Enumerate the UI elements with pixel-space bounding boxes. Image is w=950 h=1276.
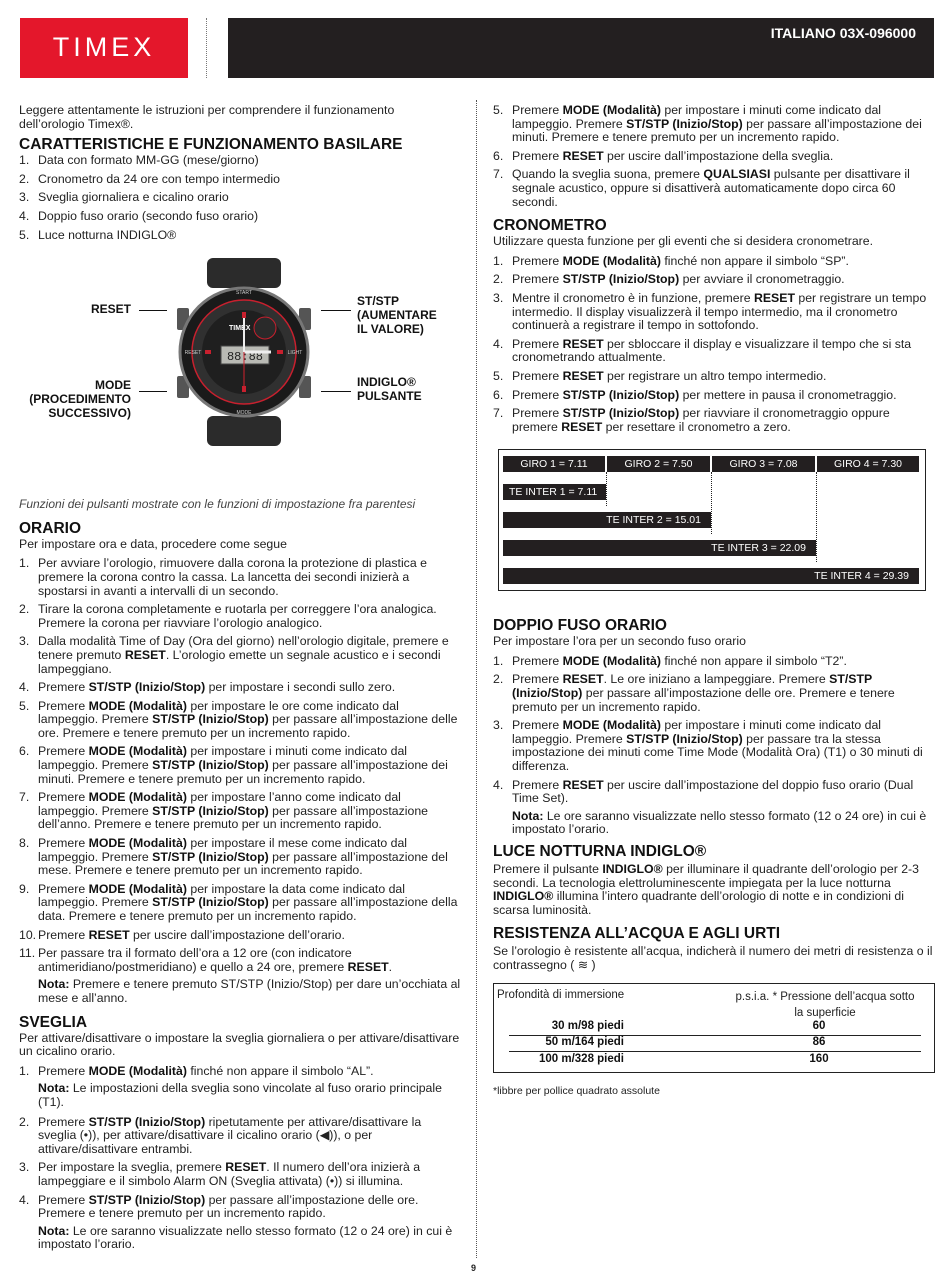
lap-divider [606,472,607,506]
sveglia-note-4: Nota: Le ore saranno visualizzate nello stesso formato (12 o 24 ore) in cui è impostato l’orario. [38,1223,453,1252]
watch-strap-bottom [207,416,281,446]
watch-strap-top [207,258,281,288]
doppio-list [493,655,935,806]
lap-divider [711,472,712,534]
list-item: 7. Premere MODE (Modalità) per impostare l’anno come indicato dal lampeggio. Premere ST/STP (Inizio/Stop) per passare all’impostazione dell’anno. Premere e tenere premuto per un incremento rapido. [19,790,429,832]
list-item: 8. Premere MODE (Modalità) per impostare il mese come indicato dal lampeggio. Premere ST/STP (Inizio/Stop) per passare all’impostazione del mese. Premere e tenere premuto per un incremento rapido. [19,836,448,878]
list-item: 2. Premere ST/STP (Inizio/Stop) per avviare il cronometraggio. [493,272,845,287]
mode-callout: MODE (PROCEDIMENTO SUCCESSIVO) [29,378,131,421]
list-item: 10. Premere RESET per uscire dall’impostazione dell’orario. [19,927,345,942]
reset-callout: RESET [91,302,132,317]
language-code-label: ITALIANO 03X-096000 [770,25,916,41]
table-footnote: *libbre per pollice quadrato assolute [493,1084,660,1097]
dial-label-start: START [236,290,252,297]
resistenza-title: RESISTENZA ALL’ACQUA E AGLI URTI [493,925,781,943]
cronometro-title: CRONOMETRO [493,217,607,235]
list-item: 5. Premere MODE (Modalità) per impostare le ore come indicato dal lampeggio. Premere ST/STP (Inizio/Stop) per passare all’impostazione delle ore. Premere e tenere premuto per un incremento rapido. [19,698,458,740]
list-item: 11. Per passare tra il formato dell’ora a 12 ore (con indicatore antimeridiano/postmeridiano) e quello a 24 ore, premere RESET. [19,946,393,974]
doppio-title: DOPPIO FUSO ORARIO [493,617,667,635]
watch-diagram [19,258,461,486]
list-item: 7. Premere ST/STP (Inizio/Stop) per riavviare il cronometraggio oppure premere RESET per resettare il cronometro a zero. [493,406,890,434]
lap-split-chart [498,449,926,591]
list-item: 1. Premere MODE (Modalità) finché non appare il simbolo “SP”. [493,253,849,268]
list-item: 4. Premere RESET per sbloccare il display e visualizzare il tempo che si sta cronometrando attualmente. [493,336,912,365]
list-item: 2. Premere ST/STP (Inizio/Stop) ripetutamente per attivare/disattivare la sveglia (•)), per attivare/disattivare il cicalino orario (◀)), o per attivare/disattivare entrambi. [19,1114,422,1156]
watch-illustration [169,258,319,446]
list-item: 3. Sveglia giornaliera e cicalino orario [19,190,229,205]
table-row: 30 m/98 piedi 60 [509,1020,921,1036]
mode-line [139,391,167,392]
intro-text: Leggere attentamente le istruzioni per comprendere il funzionamento dell’orologio Timex®. [19,103,395,131]
luce-title: LUCE NOTTURNA INDIGLO® [493,843,707,860]
cronometro-list [493,255,935,435]
list-item: 5. Premere MODE (Modalità) per impostare i minuti come indicato dal lampeggio. Premere ST/STP (Inizio/Stop) per passare all’impostazione dei minuti. Premere e tenere premuto per un incremento rapido. [493,103,922,145]
lap-bar: GIRO 2 = 7.50 [607,456,710,472]
orario-intro: Per impostare ora e data, procedere come segue [19,536,287,551]
features-title: CARATTERISTICHE E FUNZIONAMENTO BASILARE [19,136,403,154]
dial-brand: TIMEX [229,325,251,333]
list-item: 3. Premere MODE (Modalità) per impostare i minuti come indicato dal lampeggio. Premere ST/STP (Inizio/Stop) per passare tra la stessa impostazione dei minuti come Time Mode (Modalità Ora) (T1) o 30 minuti di differenza. [493,718,923,774]
list-item: 6. Premere MODE (Modalità) per impostare i minuti come indicato dal lampeggio. Premere ST/STP (Inizio/Stop) per passare all’impostazione dei minuti. Premere e tenere premuto per un incremento rapido. [19,744,448,786]
doppio-note: Nota: Le ore saranno visualizzate nello stesso formato (12 o 24 ore) in cui è impostato l’orario. [512,808,927,837]
sveglia-list-cont [19,1116,461,1221]
ststp-callout: ST/STP (AUMENTARE IL VALORE) [357,294,437,337]
table-header-psia: p.s.i.a. * Pressione dell’acqua sotto la superficie [735,990,915,1019]
dial-label-light: LIGHT [287,350,303,357]
list-item: 5. Premere RESET per registrare un altro tempo intermedio. [493,368,827,383]
left-column [19,104,461,1258]
list-item: 4. Premere RESET per uscire dall’impostazione del doppio fuso orario (Dual Time Set). [493,777,914,806]
lcd-digits: 88:88 [226,350,264,365]
header-bar [228,18,934,78]
sveglia-list [19,1065,461,1079]
ststp-line [321,310,351,311]
list-item: 9. Premere MODE (Modalità) per impostare la data come indicato dal lampeggio. Premere ST/STP (Inizio/Stop) per passare all’impostazione della data. Premere e tenere premuto per un incremento rapido. [19,881,458,923]
table-header-depth: Profondità di immersione [497,988,625,1001]
list-item: 1. Premere MODE (Modalità) finché non appare il simbolo “T2”. [493,653,847,668]
cronometro-intro: Utilizzare questa funzione per gli eventi che si desidera cronometrare. [493,234,874,249]
orario-list [19,557,461,974]
orario-title: ORARIO [19,519,81,537]
list-item: 2. Premere RESET. Le ore iniziano a lampeggiare. Premere ST/STP (Inizio/Stop) per passare all’impostazione delle ore. Premere e tenere premuto per un incremento rapido. [493,672,895,714]
list-item: 2. Cronometro da 24 ore con tempo intermedio [19,171,280,186]
diagram-caption: Funzioni dei pulsanti mostrate con le funzioni di impostazione fra parentesi [19,497,416,512]
table-row: 100 m/328 piedi 160 [538,1052,829,1065]
split-bar: TE INTER 4 = 29.39 [503,568,919,584]
luce-text: Premere il pulsante INDIGLO® per illuminare il quadrante dell’orologio per 2-3 secondi. La tecnologia elettroluminescente impiegata per la luce notturna INDIGLO® illumina l’intero quadrante dell’orologio di notte e in condizioni di scarsa luminosità. [493,862,919,917]
split-bar: TE INTER 3 = 22.09 [503,540,816,556]
sveglia-intro: Per attivare/disattivare o impostare la sveglia giornaliera o per attivare/disattivare un cicalino orario. [19,1030,460,1059]
subdial [254,317,276,339]
timex-logo: TIMEX [20,18,188,78]
water-resistance-table [493,983,935,1073]
list-item: 6. Premere ST/STP (Inizio/Stop) per mettere in pausa il cronometraggio. [493,387,897,402]
list-item: 3. Mentre il cronometro è in funzione, premere RESET per registrare un tempo intermedio. Il display visualizzerà il tempo intermedio, ma il cronometro continuerà a registrare il tempo in sottofondo. [493,290,927,333]
table-row: 50 m/164 piedi 86 [509,1036,921,1052]
doppio-intro: Per impostare l’ora per un secondo fuso orario [493,634,746,649]
list-item: 4. Premere ST/STP (Inizio/Stop) per impostare i secondi sullo zero. [19,680,396,695]
orario-note: Nota: Premere e tenere premuto ST/STP (Inizio/Stop) per dare un’occhiata al mese e all’anno. [38,977,461,1005]
indiglo-line [321,391,351,392]
list-item: 5. Luce notturna INDIGLO® [19,227,177,242]
list-item: 4. Premere ST/STP (Inizio/Stop) per passare all’impostazione delle ore. Premere e tenere premuto per un incremento rapido. [19,1192,419,1221]
lap-bar: GIRO 3 = 7.08 [712,456,815,472]
split-bar: TE INTER 1 = 7.11 [503,484,606,500]
page-number: 9 [471,1263,477,1273]
indiglo-callout: INDIGLO® PULSANTE [357,375,422,404]
reset-line [139,310,167,311]
column-divider [476,100,477,1258]
list-item: 1. Data con formato MM-GG (mese/giorno) [19,153,259,168]
dial-label-reset: RESET [184,350,202,357]
list-item: 2. Tirare la corona completamente e ruotarla per correggere l’ora analogica. Premere la corona per riavviare l’orologio analogico. [19,602,437,630]
list-item: 7. Quando la sveglia suona, premere QUALSIASI pulsante per disattivare il segnale acustico, oppure si disattiverà automaticamente dopo circa 60 secondi. [493,167,910,209]
dial-label-mode: MODE [236,410,252,417]
list-item: 3. Dalla modalità Time of Day (Ora del giorno) nell’orologio digitale, premere e tenere premuto RESET. L’orologio emette un segnale acustico e i secondi lampeggiano. [19,634,449,676]
lap-bar: GIRO 4 = 7.30 [817,456,919,472]
list-item: 1. Premere MODE (Modalità) finché non appare il simbolo “AL”. [19,1063,374,1078]
list-item: 6. Premere RESET per uscire dall’impostazione della sveglia. [493,148,834,163]
features-list [19,154,461,242]
header-divider [206,18,207,78]
lap-divider [816,472,817,562]
sveglia-title: SVEGLIA [19,1013,88,1031]
lap-bar: GIRO 1 = 7.11 [503,456,605,472]
list-item: 3. Per impostare la sveglia, premere RESET. Il numero dell’ora inizierà a lampeggiare e il simbolo Alarm ON (Sveglia attivata) (•)) si illumina. [19,1160,421,1188]
split-bar: TE INTER 2 = 15.01 [503,512,711,528]
resistenza-text: Se l’orologio è resistente all’acqua, indicherà il numero dei metri di resistenza o il contrassegno ( ≋ ) [493,944,933,972]
list-item: 4. Doppio fuso orario (secondo fuso orario) [19,208,259,223]
sveglia-note-1: Nota: Le impostazioni della sveglia sono vincolate al fuso orario principale (T1). [38,1081,442,1109]
list-item: 1. Per avviare l’orologio, rimuovere dalla corona la protezione di plastica e premere la corona contro la cassa. La lancetta dei secondi inizierà a spostarsi in avanti a intervalli di un secondo. [19,556,427,598]
sveglia-cont-list [493,104,935,209]
right-column [493,104,935,1098]
